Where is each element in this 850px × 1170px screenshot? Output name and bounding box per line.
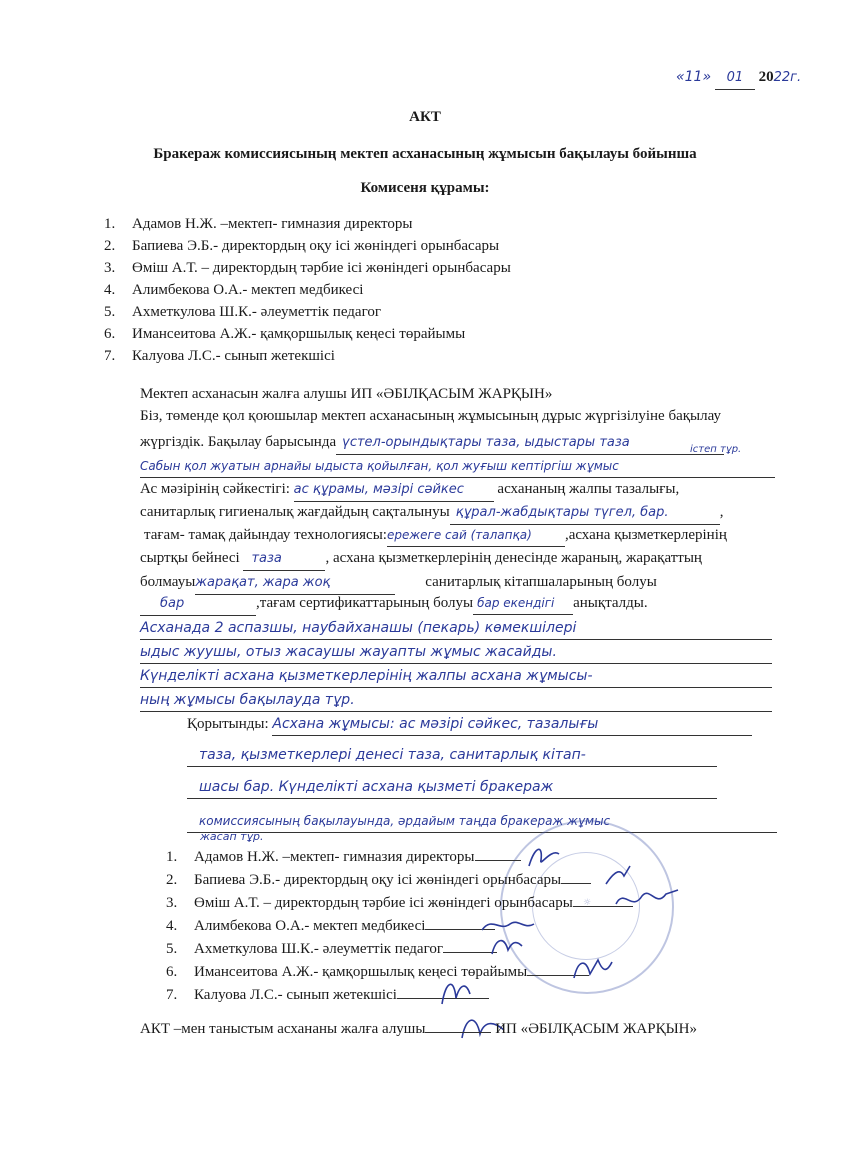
page-subtitle: Бракераж комиссиясының мектеп асханасының жұмысын бақылауы бойынша [153,146,697,162]
handwritten-menu-note: ас құрамы, мәзірі сәйкес [293,482,464,497]
composition-heading: Комисеня құрамы: [360,180,490,196]
list-item: 7. Калуова Л.С.- сынып жетекшісі [104,348,335,364]
handwritten-book-note: бар [160,596,185,611]
list-item: 3. Өміш А.Т. – директордың тәрбие ісі жөніндегі орынбасары [104,260,511,276]
signature-6 [570,954,616,984]
signature-1 [525,842,565,872]
list-item: 5. Ахметкулова Ш.К.- әлеуметтік педагог [166,937,633,960]
handwritten-staff-note: Күнделікті асхана қызметкерлерінің жалпы асхана жұмысы- [140,668,593,684]
handwritten-conclusion: Асхана жұмысы: ас мәзірі сәйкес, тазалығы [272,716,599,732]
body-line-6: тағам- тамақ дайындау технологиясы:ережеге сай (талапқа) ,асхана қызметкерлерінің [144,524,727,547]
body-line-8: болмауыжарақат, жара жоқ санитарлық кітапшаларының болуы [140,571,657,595]
handwritten-observation: үстел-орындықтары таза, ыдыстары таза [342,435,630,450]
body-line-12 [140,665,772,688]
date-year-suffix: 22 [773,70,791,85]
official-stamp: ☼ [500,820,674,994]
body-line-10 [140,617,772,640]
date-year-prefix: 20 [758,69,774,85]
handwritten-staff-note: ның жұмысы бақылауда тұр. [140,692,355,708]
document-date [676,66,801,90]
conclusion-line-4 [187,810,777,833]
list-item: 2. Бапиева Э.Б.- директордың оқу ісі жөніндегі орынбасары [166,868,633,891]
handwritten-appearance-note: таза [251,551,282,566]
body-line-3 [140,455,775,478]
list-item: 1. Адамов Н.Ж. –мектеп- гимназия директоры [104,216,413,232]
list-item: 2. Бапиева Э.Б.- директордың оқу ісі жөніндегі орынбасары [104,238,500,254]
handwritten-injury-note: жарақат, жара жоқ [195,575,331,590]
handwritten-conclusion: таза, қызметкерлері денесі таза, санитарлық кітап- [199,747,586,763]
commission-member-list [104,213,511,367]
list-item: 4. Алимбекова О.А.- мектеп медбикесі [166,914,633,937]
page-title: АКТ [409,109,441,125]
list-item: 6. Имансеитова А.Ж.- қамқоршылық кеңесі төрайымы [104,326,466,342]
body-line-1: Біз, төменде қол қоюшылар мектеп асханасының жұмысының дұрыс жүргізілуіне бақылау [140,408,722,424]
conclusion-line-1 [187,713,752,736]
date-unit: г. [790,70,802,85]
handwritten-sanitary-note: құрал-жабдықтары түгел, бар. [455,505,669,520]
body-line-2: жүргіздік. Бақылау барысында үстел-орындықтары таза, ыдыстары таза [140,431,724,455]
acknowledgement-line: АКТ –мен таныстым асхананы жалға алушы ИП «ӘБІЛҚАСЫМ ЖАРҚЫН» [140,1017,697,1040]
conclusion-label: Қорытынды: [187,716,269,732]
handwritten-certificate-note: бар екендігі [477,596,555,610]
body-line-11 [140,641,772,664]
date-month: 01 [726,70,744,85]
list-item: 7. Калуова Л.С.- сынып жетекшісі [166,983,633,1006]
handwritten-conclusion: шасы бар. Күнделікті асхана қызметі бракераж [199,779,554,795]
list-item: 1. Адамов Н.Ж. –мектеп- гимназия директоры [166,845,633,868]
handwritten-conclusion-end: жасап тұр. [200,830,264,843]
handwritten-continuation: істеп тұр. [690,444,742,455]
handwritten-conclusion: комиссиясының бақылауында, әрдайым таңда бракераж жұмыс [199,814,611,828]
body-line-13 [140,689,772,712]
conclusion-line-2 [187,744,717,767]
body-line-5: санитарлық гигиеналық жағдайдың сақталынуы құрал-жабдықтары түгел, бар. , [140,501,724,525]
signature-7 [436,974,476,1010]
list-item: 3. Өміш А.Т. – директордың тәрбие ісі жөніндегі орынбасары [166,891,633,914]
body-line-9: бар ,тағам сертификаттарының болуы бар екендігі анықталды. [140,592,648,616]
signature-3 [612,884,682,914]
signature-5 [486,932,526,960]
list-item: 4. Алимбекова О.А.- мектеп медбикесі [104,282,364,298]
body-line-7: сыртқы бейнесі таза , асхана қызметкерлерінің денесінде жараның, жарақаттың [140,547,702,571]
date-day: «11» [676,69,712,85]
conclusion-line-3 [187,776,717,799]
handwritten-observation: Сабын қол жуатын арнайы ыдыста қойылған, қол жуғыш кептіргіш жұмыс [140,459,619,473]
body-line-4: Ас мәзірінің сәйкестігі: ас құрамы, мәзірі сәйкес асхананың жалпы тазалығы, [140,478,679,502]
handwritten-staff-note: ыдыс жуушы, отыз жасаушы жауапты жұмыс жасайды. [140,644,557,660]
lessee-line: Мектеп асханасын жалға алушы ИП «ӘБІЛҚАСЫМ ЖАРҚЫН» [140,386,553,402]
list-item: 5. Ахметкулова Ш.К.- әлеуметтік педагог [104,304,382,320]
handwritten-technology-note: ережеге сай (талапқа) [386,528,532,542]
handwritten-staff-note: Асханада 2 аспазшы, наубайханашы (пекарь) көмекшілері [140,620,577,636]
list-item: 6. Имансеитова А.Ж.- қамқоршылық кеңесі төрайымы [166,960,633,983]
